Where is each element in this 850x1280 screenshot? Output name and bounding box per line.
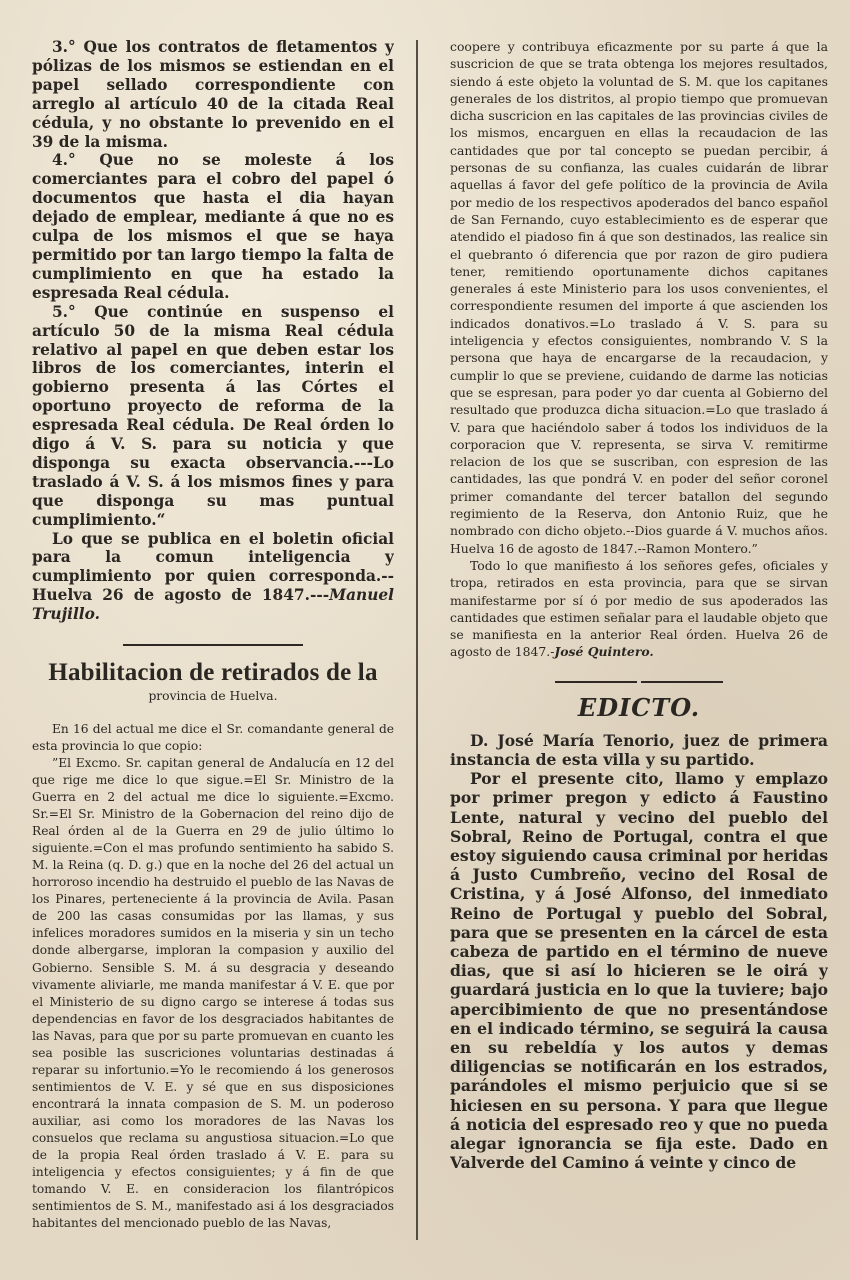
continuation-paragraph: coopere y contribuya eficazmente por su parte á que la suscricion de que se trata obtenga los mejores resultados, siendo á este objeto la voluntad de S. M. que los capitanes generales de los distritos, al propio tiempo que promuevan dicha suscricion en las capitales de las provincias civiles de los mismos, encarguen en ellas la recaudacion de las cantidades que por tal concepto se puedan percibir, á personas de su confianza, las cuales cuidarán de librar aquellas á favor del gefe político de la provincia de Avila por medio de los respectivos apoderados del banco español de San Fernando, cuyo establecimiento es de esperar que atendido el piadoso fin á que son destinados, las realice sin el quebranto ó diferencia que por razon de giro pudiera tener, remitiendo oportunamente dichos capitanes generales á este Ministerio para los usos convenientes, el correspondiente resumen del importe á que ascienden los indicados donativos.=Lo traslado á V. S. para su inteligencia y efectos consiguientes, nombrando V. S la persona que haya de encargarse de la recaudacion, y cumplir lo que se previene, cuidando de darme las noticias que se espresan, para poder yo dar cuenta al Gobierno del resultado que produzca dicha situacion.=Lo que traslado á V. para que haciéndolo saber á todos los individuos de la corporacion que V. representa, se sirva V. remitirme relacion de los que se suscriban, con espresion de las cantidades, las que pondrá V. en poder del señor coronel primer comandante del tercer batallon del segundo regimiento de la Reserva, don Antonio Ruiz, que he nombrado con dicho objeto.--Dios guarde á V. muchos años. Huelva 16 de agosto de 1847.--Ramon Montero.” [450,39,828,556]
left-column [32,38,394,1232]
article-item-5 [32,303,394,530]
closing-signature: José Quintero. [554,644,654,660]
article-item-4 [32,151,394,302]
closing-signature: Manuel Trujillo. [32,586,394,624]
item-number: 4.° [52,151,76,170]
article-item-3 [32,38,394,151]
item-number: 5.° [52,302,76,321]
body-paragraph: ”El Excmo. Sr. capitan general de Andalucía en 12 del que rige me dice lo que sigue.=El Sr. Ministro de la Guerra en 2 del actual me dice lo siguiente.=Excmo. Sr.=El Sr. Ministro de la Gobernacion del reino dijo de Real órden al de la Guerra en 29 de julio último lo siguiente.=Con el mas profundo sentimiento ha sabido S. M. la Reina (q. D. g.) que en la noche del 26 del actual un horroroso incendio ha destruido el pueblo de las Navas de los Pinares, perteneciente á la provincia de Avila. Pasan de 200 las casas consumidas por las llamas, y sus infelices moradores sumidos en la miseria y sin un techo donde albergarse, imploran la compasion y auxilio del Gobierno. Sensible S. M. á su desgracia y deseando vivamente aliviarle, me manda manifestar á V. E. que por el Ministerio de su digno cargo se interese á todas sus dependencias en favor de los desgraciados habitantes de las Navas, para que por su parte promuevan en cuanto les sea posible las suscriciones voluntarias destinadas á reparar su infortunio.=Yo le recomiendo á los generosos sentimientos de V. E. y sé que en sus disposiciones encontrará la innata compasion de S. M. un poderoso auxiliar, asi como los moradores de las Navas los consuelos que reclama su angustiosa situacion.=Lo que de la propia Real órden traslado á V. E. para su inteligencia y efectos consiguientes; y á fin de que tomando V. E. en consideracion los filantrópicos sentimientos de S. M., manifestado asi á los desgraciados habitantes del mencionado pueblo de las Navas, [32,755,394,1231]
edicto-title: EDICTO. [577,692,701,722]
item-text: Que los contratos de fletamentos y pólizas de los mismos se estiendan en el papel sellado correspondiente con arreglo al artículo 40 de la citada Real cédula, y no obstante lo prevenido en el 39 de la misma. [32,38,394,151]
item-number: 3.° [52,38,76,56]
section-title: Habilitacion de retirados de la [48,659,378,687]
section-subtitle: provincia de Huelva. [148,689,278,704]
publication-closing [32,530,394,625]
edicto-body: Por el presente cito, llamo y emplazo por primer pregon y edicto á Faustino Lente, natural y vecino del pueblo del Sobral, Reino de Portugal, contra el que estoy siguiendo causa criminal por heridas á Justo Cumbreño, vecino del Rosal de Cristina, y á José Alfonso, del inmediato Reino de Portugal y pueblo del Sobral, para que se presenten en la cárcel de esta cabeza de partido en el término de nueve dias, que si así lo hicieren se le oirá y guardará justicia en lo que la tuviere; bajo apercibimiento de que no presentándose en el indicado término, se seguirá la causa en su rebeldía y los autos y demas diligencias se notificarán en los estrados, parándoles el mismo perjuicio que si se hiciesen en su persona. Y para que llegue á noticia del espresado reo y que no pueda alegar ignorancia se fija este. Dado en Valverde del Camino á veinte y cinco de [450,769,828,1173]
closing-text: Lo que se publica en el boletin oficial para la comun inteligencia y cumplimiento por quien corresponda.--Huelva 26 de agosto de 1847.--- [32,529,394,605]
edicto-divider [450,681,828,683]
section-divider [123,644,303,646]
right-closing [450,557,828,661]
edicto-heading: D. José María Tenorio, juez de primera instancia de esta villa y su partido. [450,730,828,769]
item-text: Que continúe en suspenso el artículo 50 de la misma Real cédula relativo al papel en que deben estar los libros de los comerciantes, interin el gobierno presenta á las Córtes el oportuno proyecto de reforma de la espresada Real cédula. De Real órden lo digo á V. S. para su noticia y que disponga su exacta observancia.---Lo traslado á V. S. á los mismos fines y para que disponga su mas puntual cumplimiento.“ [32,302,394,529]
column-divider [416,40,418,1240]
closing-text: Todo lo que manifiesto á los señores gefes, oficiales y tropa, retirados en esta provincia, para que se sirvan manifestarme por sí ó por medio de sus apoderados las cantidades que estimen señalar para el laudable objeto que se manifiesta en la anterior Real órden. Huelva 26 de agosto de 1847.- [450,557,828,660]
item-text: Que no se moleste á los comerciantes para el cobro del papel ó documentos que hasta el dia hayan dejado de emplear, mediante á que no es culpa de los mismos el que se haya permitido por tan largo tiempo la falta de cumplimiento en que ha estado la espresada Real cédula. [32,151,394,302]
body-paragraph: En 16 del actual me dice el Sr. comandante general de esta provincia lo que copio: [32,721,394,753]
right-column [450,38,828,1172]
